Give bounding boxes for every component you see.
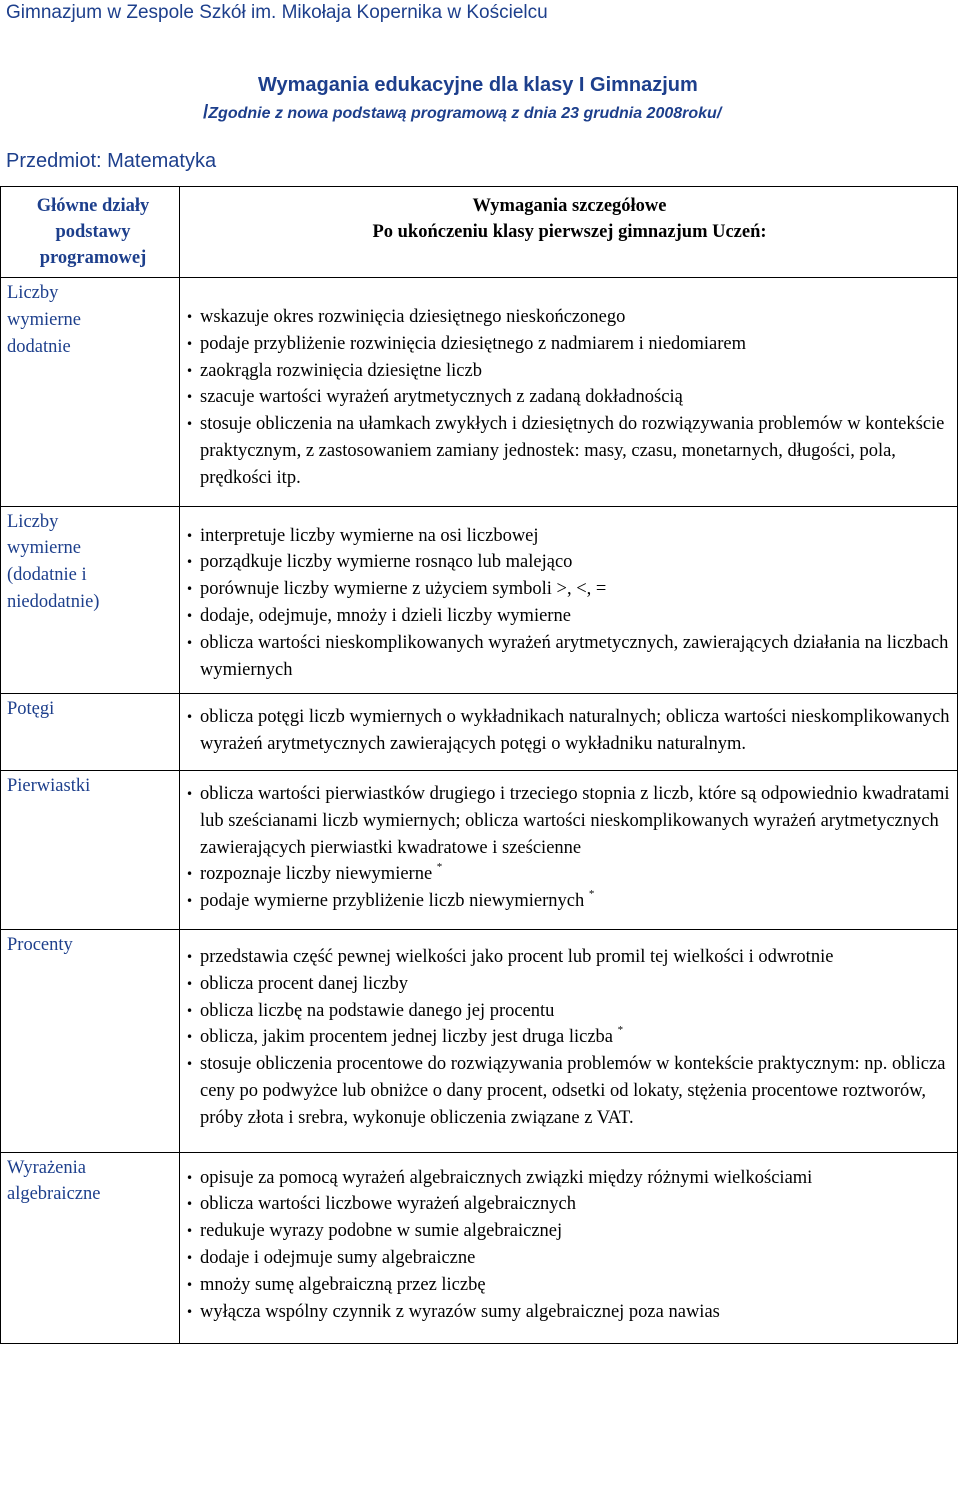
requirements-table (0, 186, 958, 1344)
bullet-icon: • (186, 894, 194, 909)
area-name-line: wymierne (7, 309, 81, 330)
requirements-list (186, 523, 953, 684)
area-name-line: Procenty (7, 934, 73, 955)
requirement-text: oblicza wartości liczbowe wyrażeń algebraicznych (200, 1194, 576, 1215)
requirement-text: wskazuje okres rozwinięcia dziesiętnego nieskończonego (200, 307, 626, 327)
bullet-icon: • (186, 390, 194, 405)
requirement-text: wyłącza wspólny czynnik z wyrazów sumy algebraicznej poza nawias (200, 1301, 720, 1322)
bullet-icon: • (186, 582, 194, 597)
area-name (7, 507, 179, 624)
requirement-text: przedstawia część pewnej wielkości jako procent lub promil tej wielkości i odwrotnie (200, 946, 834, 967)
requirement-text: oblicza liczbę na podstawie danego jej procentu (200, 1000, 555, 1021)
requirement-text: oblicza, jakim procentem jednej liczby jest druga liczba (200, 1027, 618, 1048)
requirement-text: oblicza wartości nieskomplikowanych wyrażeń arytmetycznych, zawierających działania na liczbach wymiernych (200, 632, 949, 680)
area-name-line: wymierne (7, 538, 81, 559)
bullet-icon: • (186, 867, 194, 882)
bullet-icon: • (186, 1057, 194, 1072)
right-header-line: Wymagania szczegółowe (472, 196, 667, 216)
requirement-text: porządkuje liczby wymierne rosnąco lub malejąco (200, 552, 573, 573)
list-item (186, 998, 953, 1025)
list-item (186, 304, 953, 331)
school-name: Gimnazjum w Zespole Szkół im. Mikołaja Kopernika w Kościelcu (6, 2, 548, 23)
area-cell (1, 929, 180, 1152)
requirement-text: zaokrągla rozwinięcia dziesiętne liczb (200, 360, 482, 381)
sections-body (1, 278, 958, 1344)
list-item (186, 576, 953, 603)
bullet-icon: • (186, 1030, 194, 1045)
area-name-line: Potęgi (7, 699, 55, 720)
bullet-icon: • (186, 1003, 194, 1018)
requirement-text: dodaje i odejmuje sumy algebraiczne (200, 1247, 476, 1268)
area-name-line: Liczby (7, 511, 59, 532)
bullet-icon: • (186, 608, 194, 623)
list-item (186, 1051, 953, 1131)
area-name-line: Wyrażenia (7, 1157, 86, 1178)
left-header-cell (1, 187, 180, 278)
requirements-list (186, 944, 953, 1132)
requirement-text: stosuje obliczenia na ułamkach zwykłych i dziesiętnych do rozwiązywania problemów w kontekście praktycznym, z zastosowaniem zamiany jednostek: masy, czasu, monetarnych, długości, pola, prędkości itp. (200, 414, 945, 488)
requirement-text: stosuje obliczenia procentowe do rozwiązywania problemów w kontekście praktycznym: np. oblicza ceny po podwyżce lub obniżce o dany procent, odsetki od lokaty, stężenia procentowe roztworów, próby złota i srebra, wykonuje obliczenia związane z VAT. (200, 1054, 946, 1128)
requirement-text: rozpoznaje liczby niewymierne (200, 864, 437, 885)
area-name (7, 694, 179, 731)
right-column-header (186, 187, 953, 245)
requirements-cell (180, 278, 958, 507)
list-item (186, 944, 953, 971)
list-item (186, 1024, 953, 1051)
area-name-line: (dodatnie i (7, 565, 87, 586)
area-cell (1, 694, 180, 771)
area-name (7, 278, 179, 368)
bullet-icon: • (186, 1304, 194, 1319)
requirements-cell (180, 1152, 958, 1344)
table-row (1, 929, 958, 1152)
list-item (186, 523, 953, 550)
area-name-line: Pierwiastki (7, 775, 91, 796)
list-item (186, 971, 953, 998)
area-name-line: dodatnie (7, 336, 71, 357)
requirement-text: podaje wymierne przybliżenie liczb niewymiernych (200, 891, 589, 912)
requirement-text: interpretuje liczby wymierne na osi liczbowej (200, 525, 539, 546)
area-cell (1, 770, 180, 929)
list-item (186, 1272, 953, 1299)
area-name-line: algebraiczne (7, 1184, 101, 1205)
bullet-icon: • (186, 363, 194, 378)
requirements-list (186, 704, 953, 758)
table-row (1, 1152, 958, 1344)
bullet-icon: • (186, 635, 194, 650)
area-name-line: niedodatnie) (7, 591, 100, 612)
bullet-icon: • (186, 1224, 194, 1239)
list-item (186, 331, 953, 358)
asterisk-mark: * (617, 1024, 624, 1037)
requirement-text: porównuje liczby wymierne z użyciem symboli >, <, = (200, 579, 607, 600)
table-header-row (1, 187, 958, 278)
list-item (186, 358, 953, 385)
area-name-line: Liczby (7, 283, 59, 303)
requirements-list (186, 304, 953, 492)
subtitle-slash: / (203, 102, 209, 123)
bullet-icon: • (186, 310, 194, 324)
right-header-line: Po ukończeniu klasy pierwszej gimnazjum Uczeń: (372, 222, 767, 242)
list-item (186, 1299, 953, 1326)
bullet-icon: • (186, 555, 194, 570)
area-cell (1, 278, 180, 507)
bullet-icon: • (186, 949, 194, 964)
asterisk-mark: * (436, 861, 443, 874)
document-title: Wymagania edukacyjne dla klasy I Gimnazjum (258, 74, 698, 96)
requirements-cell (180, 770, 958, 929)
list-item (186, 704, 953, 758)
requirements-cell (180, 694, 958, 771)
bullet-icon: • (186, 710, 194, 725)
table-row (1, 278, 958, 507)
list-item (186, 781, 953, 861)
requirement-text: redukuje wyrazy podobne w sumie algebraicznej (200, 1221, 563, 1242)
requirement-text: szacuje wartości wyrażeń arytmetycznych z zadaną dokładnością (200, 387, 683, 408)
list-item (186, 603, 953, 630)
bullet-icon: • (186, 976, 194, 991)
area-cell (1, 506, 180, 694)
asterisk-mark: * (588, 888, 595, 901)
requirement-text: podaje przybliżenie rozwinięcia dziesiętnego z nadmiarem i niedomiarem (200, 333, 747, 354)
list-item (186, 549, 953, 576)
subject-label: Przedmiot: Matematyka (6, 150, 217, 172)
area-cell (1, 1152, 180, 1344)
requirements-list (186, 1165, 953, 1326)
list-item (186, 630, 953, 684)
list-item (186, 1191, 953, 1218)
requirement-text: oblicza wartości pierwiastków drugiego i trzeciego stopnia z liczb, które są odpowiednio kwadratami lub sześcianami liczb wymiernych; oblicza wartości nieskomplikowanych wyrażeń arytmetycznych zawierających pierwiastki kwadratowe i sześcienne (200, 783, 950, 858)
bullet-icon: • (186, 417, 194, 432)
table-row (1, 770, 958, 929)
table-row (1, 506, 958, 694)
list-item (186, 888, 953, 915)
subtitle-text: Zgodnie z nowa podstawą programową z dnia 23 grudnia 2008roku/ (208, 105, 722, 122)
requirement-text: oblicza procent danej liczby (200, 973, 409, 994)
document-subtitle (203, 102, 721, 124)
requirement-text: opisuje za pomocą wyrażeń algebraicznych związki między różnymi wielkościami (200, 1167, 813, 1188)
area-name (7, 771, 179, 808)
area-name (7, 1153, 179, 1217)
list-item (186, 1245, 953, 1272)
bullet-icon: • (186, 528, 194, 543)
requirements-cell (180, 506, 958, 694)
right-header-cell (180, 187, 958, 278)
requirement-text: oblicza potęgi liczb wymiernych o wykładnikach naturalnych; oblicza wartości nieskomplikowanych wyrażeń arytmetycznych zawierających potęgi o wykładniku naturalnym. (200, 707, 950, 755)
area-name (7, 930, 179, 967)
left-header-line: Główne działy (36, 196, 150, 216)
bullet-icon: • (186, 336, 194, 351)
bullet-icon: • (186, 1197, 194, 1212)
requirements-list (186, 781, 953, 915)
left-header-line: programowej (39, 248, 147, 268)
bullet-icon: • (186, 786, 194, 801)
list-item (186, 861, 953, 888)
requirement-text: mnoży sumę algebraiczną przez liczbę (200, 1274, 486, 1295)
requirement-text: dodaje, odejmuje, mnoży i dzieli liczby wymierne (200, 605, 571, 626)
bullet-icon: • (186, 1250, 194, 1265)
bullet-icon: • (186, 1277, 194, 1292)
list-item (186, 411, 953, 491)
left-header-line: podstawy (55, 222, 131, 242)
list-item (186, 1218, 953, 1245)
requirements-cell (180, 929, 958, 1152)
bullet-icon: • (186, 1170, 194, 1185)
table-row (1, 694, 958, 771)
list-item (186, 384, 953, 411)
left-column-header (7, 187, 179, 277)
list-item (186, 1165, 953, 1192)
